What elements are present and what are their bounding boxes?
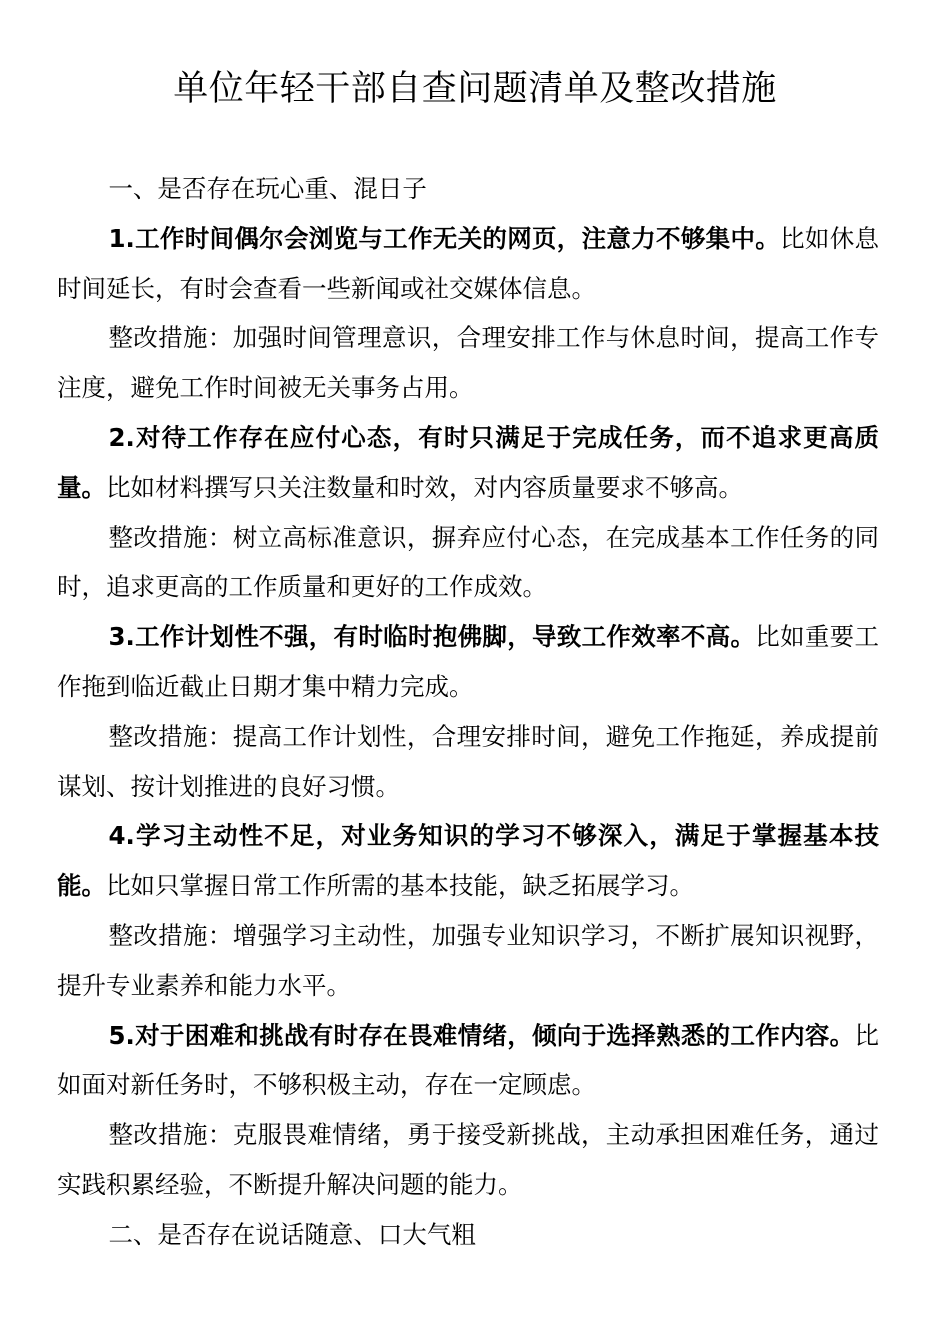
issue-title-1: 1.工作时间偶尔会浏览与工作无关的网页，注意力不够集中。 — [108, 223, 781, 253]
document-title: 单位年轻干部自查问题清单及整改措施 — [173, 69, 777, 109]
issue-paragraph-4 — [57, 811, 879, 911]
measure-paragraph-3: 整改措施：提高工作计划性，合理安排时间，避免工作拖延，养成提前谋划、按计划推进的良好习惯。 — [57, 721, 879, 801]
issue-detail-5: 比如面对新任务时，不够积极主动，存在一定顾虑。 — [57, 1020, 879, 1100]
section-heading-2: 二、是否存在说话随意、口大气粗 — [108, 1219, 476, 1249]
issue-title-2: 2.对待工作存在应付心态，有时只满足于完成任务，而不追求更高质量。 — [57, 422, 879, 502]
issue-title-4: 4.学习主动性不足，对业务知识的学习不够深入，满足于掌握基本技能。 — [57, 821, 879, 901]
issue-title-5: 5.对于困难和挑战有时存在畏难情绪，倾向于选择熟悉的工作内容。 — [108, 1020, 855, 1050]
document-body — [57, 164, 879, 1260]
measure-paragraph-5: 整改措施：克服畏难情绪，勇于接受新挑战，主动承担困难任务，通过实践积累经验，不断提升解决问题的能力。 — [57, 1120, 879, 1199]
measure-paragraph-4: 整改措施：增强学习主动性，加强专业知识学习，不断扩展知识视野，提升专业素养和能力水平。 — [57, 920, 879, 1000]
issue-paragraph-3 — [57, 612, 879, 712]
issue-paragraph-5 — [57, 1011, 879, 1111]
issue-detail-4: 比如只掌握日常工作所需的基本技能，缺乏拓展学习。 — [106, 871, 694, 901]
issue-title-3: 3.工作计划性不强，有时临时抱佛脚，导致工作效率不高。 — [108, 622, 756, 652]
issue-paragraph-2 — [57, 413, 879, 513]
issue-detail-1: 比如休息时间延长，有时会查看一些新闻或社交媒体信息。 — [57, 223, 879, 303]
issue-detail-2: 比如材料撰写只关注数量和时效，对内容质量要求不够高。 — [106, 472, 743, 502]
section-heading-1: 一、是否存在玩心重、混日子 — [108, 174, 427, 203]
issue-paragraph-1 — [57, 214, 879, 314]
issue-detail-3: 比如重要工作拖到临近截止日期才集中精力完成。 — [57, 622, 879, 701]
measure-paragraph-1: 整改措施：加强时间管理意识，合理安排工作与休息时间，提高工作专注度，避免工作时间被无关事务占用。 — [57, 323, 879, 403]
measure-paragraph-2: 整改措施：树立高标准意识，摒弃应付心态，在完成基本工作任务的同时，追求更高的工作质量和更好的工作成效。 — [57, 522, 879, 602]
